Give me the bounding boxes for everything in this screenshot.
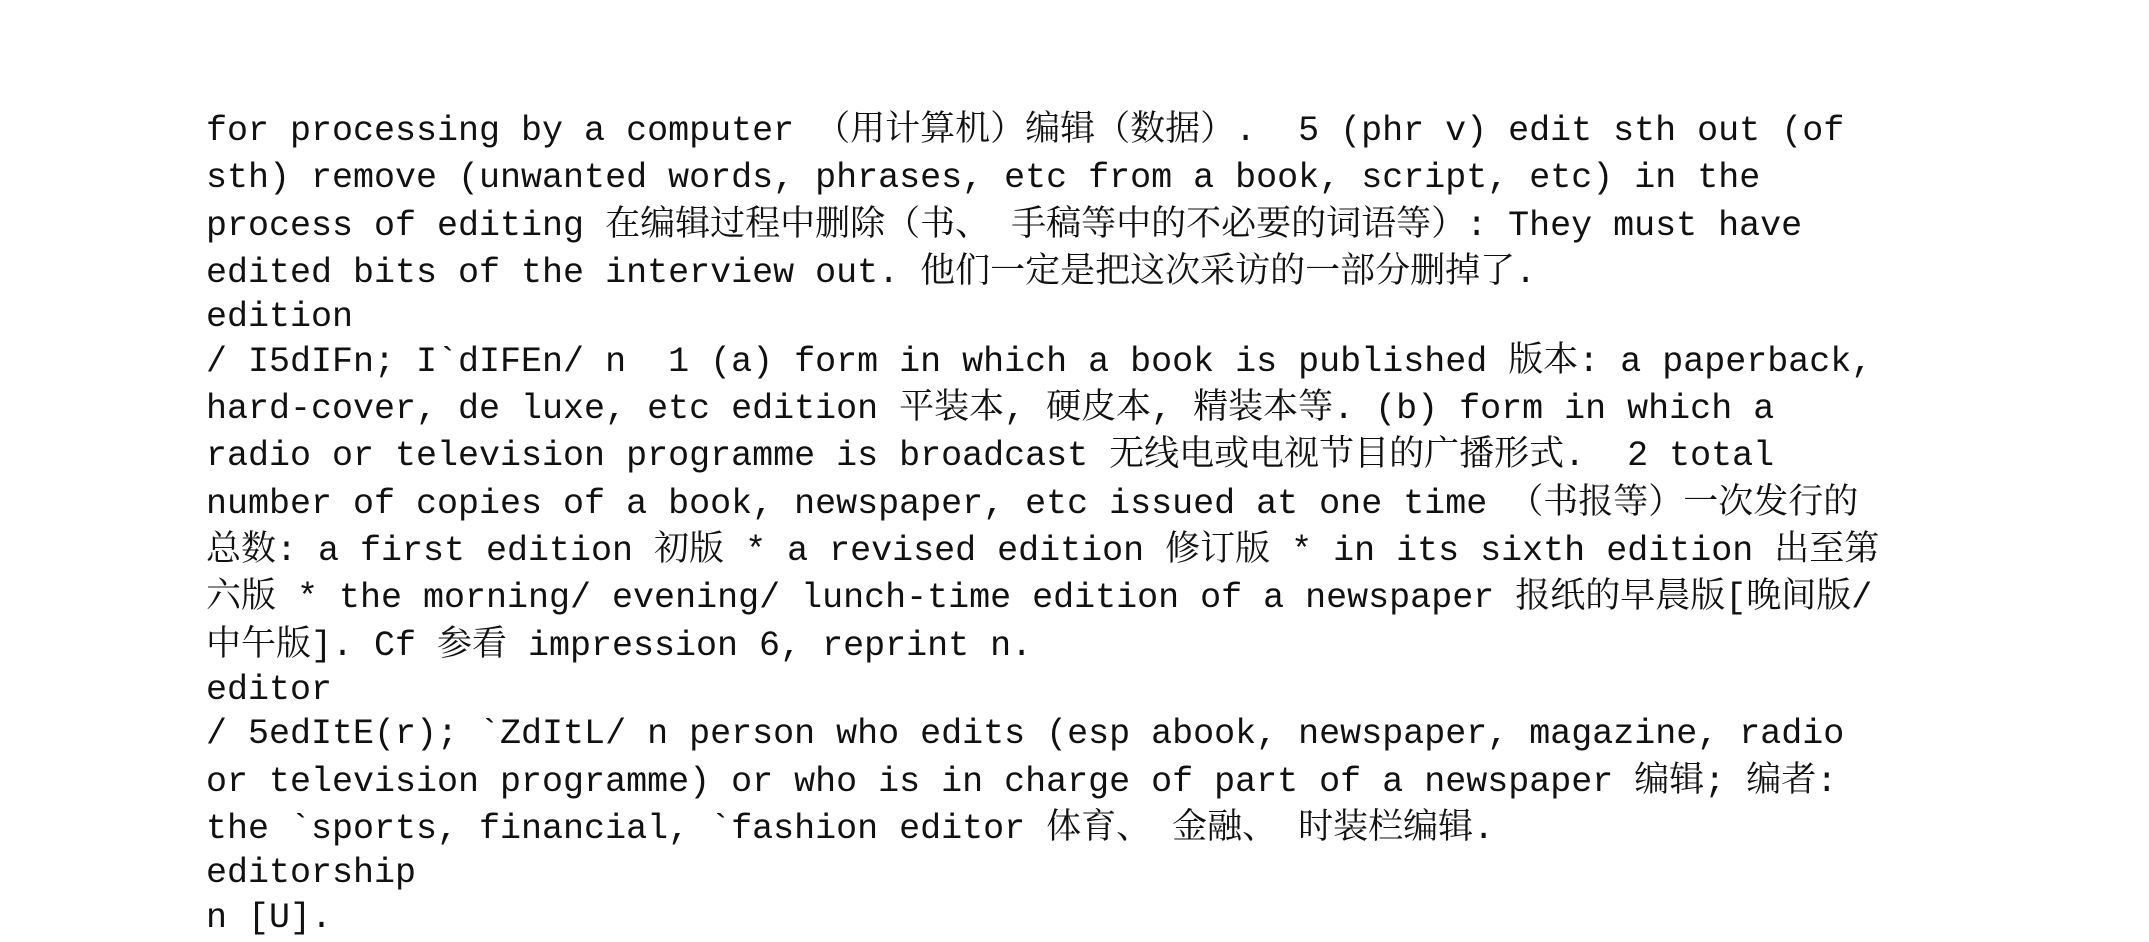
text-line: sth) remove (unwanted words, phrases, etc from a book, script, etc) in the [206, 158, 1761, 199]
text-line: hard-cover, de luxe, etc edition 平装本, 硬皮本, 精装本等. (b) form in which a [206, 389, 1775, 430]
text-line: n [U]. [206, 897, 333, 938]
entry-headword: editor [206, 669, 333, 710]
dictionary-text [206, 108, 2106, 942]
text-line: the `sports, financial, `fashion editor 体育、 金融、 时装栏编辑. [206, 809, 1495, 850]
text-line: for processing by a computer （用计算机）编辑（数据）. 5 (phr v) edit sth out (of [206, 111, 1845, 151]
text-line: edited bits of the interview out. 他们一定是把这次采访的一部分删掉了. [206, 252, 1537, 293]
text-line: 总数: a first edition 初版 * a revised edition 修订版 * in its sixth edition 出至第 [206, 530, 1880, 571]
entry-headword: editorship [206, 853, 417, 894]
text-line: radio or television programme is broadcast 无线电或电视节目的广播形式. 2 total [206, 436, 1775, 477]
text-line: number of copies of a book, newspaper, etc issued at one time （书报等）一次发行的 [206, 483, 1859, 524]
entry-headword: edition [206, 297, 354, 338]
text-line: / I5dIFn; I`dIFEn/ n 1 (a) form in which a book is published 版本: a paperback, [206, 341, 1873, 382]
text-line: or television programme) or who is in charge of part of a newspaper 编辑; 编者: [206, 761, 1838, 802]
text-line: process of editing 在编辑过程中删除（书、 手稿等中的不必要的词语等）: They must have [206, 205, 1803, 246]
text-line: / 5edItE(r); `ZdItL/ n person who edits (esp abook, newspaper, magazine, radio [206, 714, 1845, 755]
text-line: 六版 * the morning/ evening/ lunch-time edition of a newspaper 报纸的早晨版[晚间版/ [206, 578, 1873, 619]
text-line: 中午版]. Cf 参看 impression 6, reprint n. [206, 625, 1033, 666]
